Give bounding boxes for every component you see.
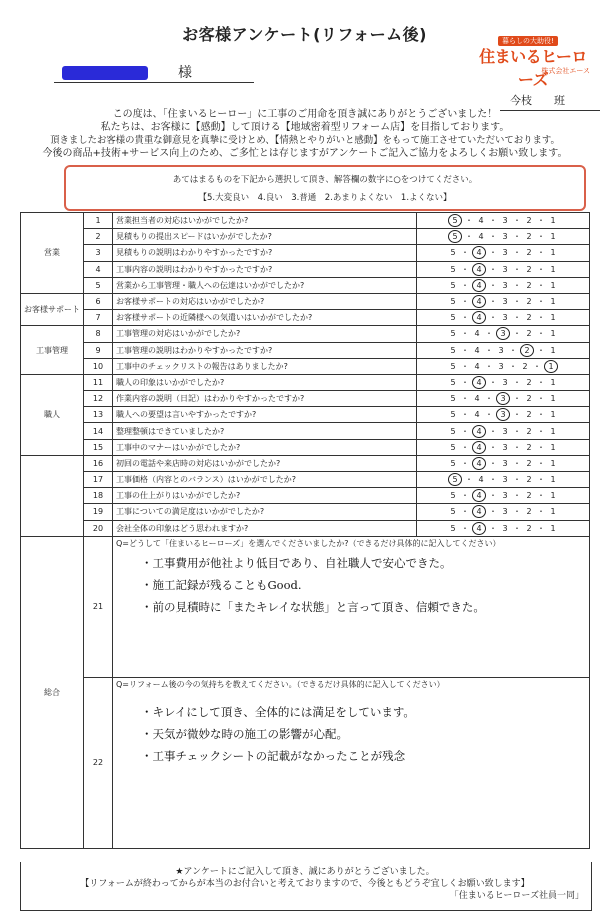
score-5[interactable]: 5 bbox=[450, 313, 456, 323]
score-4[interactable]: 4 bbox=[472, 263, 486, 276]
score-3[interactable]: 3 bbox=[502, 475, 508, 485]
score-4[interactable]: 4 bbox=[474, 361, 480, 371]
category-label: 工事管理 bbox=[21, 326, 84, 375]
score-5[interactable]: 5 bbox=[450, 264, 456, 274]
category-label bbox=[21, 455, 84, 536]
company-logo bbox=[474, 36, 592, 89]
score-1[interactable]: 1 bbox=[550, 475, 556, 485]
score-4[interactable]: 4 bbox=[472, 279, 486, 292]
score-3[interactable]: 3 bbox=[502, 248, 508, 258]
score-1[interactable]: 1 bbox=[550, 329, 556, 339]
footer-signature: 「住まいるヒーローズ社員一同」 bbox=[449, 891, 584, 901]
score-5[interactable]: 5 bbox=[450, 248, 456, 258]
score-4[interactable]: 4 bbox=[474, 329, 480, 339]
score-5[interactable]: 5 bbox=[450, 329, 456, 339]
table-row bbox=[21, 245, 590, 261]
question-number: 10 bbox=[84, 358, 113, 374]
score-4[interactable]: 4 bbox=[472, 311, 486, 324]
score-4[interactable]: 4 bbox=[474, 410, 480, 420]
customer-suffix: 様 bbox=[178, 65, 192, 81]
question-number: 14 bbox=[84, 423, 113, 439]
score-5[interactable]: 5 bbox=[448, 214, 462, 227]
question-text: 工事価格（内容とのバランス）はいかがでしたか? bbox=[113, 472, 417, 488]
score-2[interactable]: 2 bbox=[526, 248, 532, 258]
question-number: 20 bbox=[84, 520, 113, 536]
score-2[interactable]: 2 bbox=[526, 264, 532, 274]
free-question-prompt: Q=どうして「住まいるヒーローズ」を選んでくださいましたか?（できるだけ具体的に記入してください） bbox=[116, 538, 501, 548]
score-3[interactable]: 3 bbox=[502, 426, 508, 436]
score-3[interactable]: 3 bbox=[496, 392, 510, 405]
table-row bbox=[21, 391, 590, 407]
score-1[interactable]: 1 bbox=[550, 458, 556, 468]
score-5[interactable]: 5 bbox=[450, 345, 456, 355]
logo-company: 株式会社エース bbox=[541, 67, 590, 75]
score-3[interactable]: 3 bbox=[502, 280, 508, 290]
intro-line: 今後の商品+技術+サービス向上のため、ご多忙とは存じますがアンケートご記入ご協力をよろしくお願い致します。 bbox=[42, 148, 568, 159]
footer-message: 【リフォームが終わってからが本当のお付合いと考えておりますので、今後ともどうぞ宜しくお願い致します】 bbox=[80, 879, 530, 889]
question-text: 工事管理の対応はいかがでしたか? bbox=[113, 326, 417, 342]
free-response-row bbox=[21, 536, 590, 677]
score-options: 5 ・ 4 ・ 3 ・ 2 ・ 1 bbox=[417, 455, 590, 471]
table-row bbox=[21, 472, 590, 488]
table-row bbox=[21, 488, 590, 504]
score-2[interactable]: 2 bbox=[526, 216, 532, 226]
question-text: お客様サポートの近隣様への気遣いはいかがでしたか? bbox=[113, 310, 417, 326]
score-1[interactable]: 1 bbox=[550, 297, 556, 307]
score-2[interactable]: 2 bbox=[526, 297, 532, 307]
score-4[interactable]: 4 bbox=[472, 505, 486, 518]
score-5[interactable]: 5 bbox=[450, 507, 456, 517]
score-1[interactable]: 1 bbox=[550, 377, 556, 387]
question-number: 2 bbox=[84, 229, 113, 245]
score-2[interactable]: 2 bbox=[526, 475, 532, 485]
score-5[interactable]: 5 bbox=[450, 426, 456, 436]
score-5[interactable]: 5 bbox=[450, 442, 456, 452]
score-options: 5 ・ 4 ・ 3 ・ 2 ・ 1 bbox=[417, 391, 590, 407]
score-3[interactable]: 3 bbox=[502, 442, 508, 452]
question-text: 会社全体の印象はどう思われますか? bbox=[113, 520, 417, 536]
question-text: 職人の印象はいかがでしたか? bbox=[113, 374, 417, 390]
question-number: 21 bbox=[84, 536, 113, 677]
table-row bbox=[21, 277, 590, 293]
question-text: 営業から工事管理・職人への伝達はいかがでしたか? bbox=[113, 277, 417, 293]
score-5[interactable]: 5 bbox=[450, 297, 456, 307]
score-3[interactable]: 3 bbox=[498, 345, 504, 355]
table-row bbox=[21, 293, 590, 309]
question-number: 12 bbox=[84, 391, 113, 407]
free-question-prompt: Q=リフォーム後の今の気持ちを教えてください。（できるだけ具体的に記入してください） bbox=[116, 679, 445, 689]
page-title: お客様アンケート(リフォーム後) bbox=[182, 25, 427, 44]
team-name: 今枝 bbox=[510, 94, 532, 107]
score-2[interactable]: 2 bbox=[526, 491, 532, 501]
score-1[interactable]: 1 bbox=[550, 232, 556, 242]
question-number: 13 bbox=[84, 407, 113, 423]
score-3[interactable]: 3 bbox=[502, 297, 508, 307]
name-underline bbox=[54, 82, 254, 83]
question-number: 19 bbox=[84, 504, 113, 520]
score-1[interactable]: 1 bbox=[550, 248, 556, 258]
score-3[interactable]: 3 bbox=[502, 232, 508, 242]
score-options: 5 ・ 4 ・ 3 ・ 2 ・ 1 bbox=[417, 504, 590, 520]
score-4[interactable]: 4 bbox=[472, 457, 486, 470]
table-row bbox=[21, 504, 590, 520]
score-3[interactable]: 3 bbox=[502, 216, 508, 226]
score-options: 5 ・ 4 ・ 3 ・ 2 ・ 1 bbox=[417, 358, 590, 374]
score-options: 5 ・ 4 ・ 3 ・ 2 ・ 1 bbox=[417, 213, 590, 229]
score-1[interactable]: 1 bbox=[550, 426, 556, 436]
question-number: 16 bbox=[84, 455, 113, 471]
question-text: 工事中のマナーはいかがでしたか? bbox=[113, 439, 417, 455]
score-5[interactable]: 5 bbox=[450, 377, 456, 387]
free-response-cell[interactable] bbox=[113, 536, 590, 677]
question-number: 22 bbox=[84, 677, 113, 848]
intro-line: この度は、「住まいるヒーロー」に工事のご用命を頂き誠にありがとうございました！ bbox=[112, 109, 498, 120]
free-response-row bbox=[21, 677, 590, 848]
score-2[interactable]: 2 bbox=[526, 523, 532, 533]
score-2[interactable]: 2 bbox=[520, 344, 534, 357]
score-4[interactable]: 4 bbox=[472, 441, 486, 454]
score-1[interactable]: 1 bbox=[550, 345, 556, 355]
question-number: 4 bbox=[84, 261, 113, 277]
score-4[interactable]: 4 bbox=[478, 232, 484, 242]
score-2[interactable]: 2 bbox=[526, 394, 532, 404]
score-1[interactable]: 1 bbox=[550, 216, 556, 226]
team-suffix: 班 bbox=[554, 94, 565, 107]
table-row bbox=[21, 358, 590, 374]
question-text: 工事内容の説明はわかりやすかったですか? bbox=[113, 261, 417, 277]
handwritten-answer: ・天気が微妙な時の施工の影響が心配。 bbox=[141, 726, 348, 741]
score-options: 5 ・ 4 ・ 3 ・ 2 ・ 1 bbox=[417, 261, 590, 277]
category-label: 営業 bbox=[21, 213, 84, 294]
score-4[interactable]: 4 bbox=[478, 475, 484, 485]
question-text: 見積もりの提出スピードはいかがでしたか? bbox=[113, 229, 417, 245]
score-3[interactable]: 3 bbox=[502, 491, 508, 501]
score-1[interactable]: 1 bbox=[550, 442, 556, 452]
table-row bbox=[21, 520, 590, 536]
score-1[interactable]: 1 bbox=[550, 491, 556, 501]
score-2[interactable]: 2 bbox=[526, 232, 532, 242]
rating-legend bbox=[64, 165, 586, 211]
intro-text bbox=[30, 108, 580, 160]
category-label: お客様サポート bbox=[21, 293, 84, 325]
score-options: 5 ・ 4 ・ 3 ・ 2 ・ 1 bbox=[417, 407, 590, 423]
score-5[interactable]: 5 bbox=[450, 394, 456, 404]
score-options: 5 ・ 4 ・ 3 ・ 2 ・ 1 bbox=[417, 520, 590, 536]
score-options: 5 ・ 4 ・ 3 ・ 2 ・ 1 bbox=[417, 310, 590, 326]
score-5[interactable]: 5 bbox=[448, 473, 462, 486]
score-1[interactable]: 1 bbox=[544, 360, 558, 373]
table-row bbox=[21, 326, 590, 342]
intro-line: 頂きましたお客様の貴重な御意見を真摯に受けとめ、【情熱とやりがいと感動】をもって施工させていただいております。 bbox=[50, 135, 560, 146]
score-1[interactable]: 1 bbox=[550, 280, 556, 290]
score-options: 5 ・ 4 ・ 3 ・ 2 ・ 1 bbox=[417, 245, 590, 261]
score-options: 5 ・ 4 ・ 3 ・ 2 ・ 1 bbox=[417, 423, 590, 439]
question-number: 9 bbox=[84, 342, 113, 358]
table-row bbox=[21, 213, 590, 229]
score-5[interactable]: 5 bbox=[450, 491, 456, 501]
score-3[interactable]: 3 bbox=[502, 313, 508, 323]
legend-instruction: あてはまるものを下記から選択して頂き、解答欄の数字に○をつけてください。 bbox=[172, 175, 478, 185]
score-1[interactable]: 1 bbox=[550, 523, 556, 533]
score-4[interactable]: 4 bbox=[472, 295, 486, 308]
score-2[interactable]: 2 bbox=[526, 442, 532, 452]
score-3[interactable]: 3 bbox=[502, 458, 508, 468]
score-2[interactable]: 2 bbox=[526, 377, 532, 387]
score-1[interactable]: 1 bbox=[550, 313, 556, 323]
table-row bbox=[21, 374, 590, 390]
score-options: 5 ・ 4 ・ 3 ・ 2 ・ 1 bbox=[417, 229, 590, 245]
score-1[interactable]: 1 bbox=[550, 507, 556, 517]
table-row bbox=[21, 407, 590, 423]
handwritten-answer: ・前の見積時に「またキレイな状態」と言って頂き、信頼できた。 bbox=[141, 599, 485, 614]
table-row bbox=[21, 439, 590, 455]
footer-thanks: ★アンケートにご記入して頂き、誠にありがとうございました。 bbox=[175, 867, 435, 877]
score-1[interactable]: 1 bbox=[550, 264, 556, 274]
logo-brand: 住まいるヒーローズ bbox=[479, 47, 587, 89]
score-4[interactable]: 4 bbox=[472, 489, 486, 502]
score-5[interactable]: 5 bbox=[448, 230, 462, 243]
question-text: 作業内容の説明（日記）はわかりやすかったですか? bbox=[113, 391, 417, 407]
table-row bbox=[21, 229, 590, 245]
table-row bbox=[21, 423, 590, 439]
score-5[interactable]: 5 bbox=[450, 458, 456, 468]
handwritten-answer: ・工事費用が他社より低目であり、自社職人で安心できた。 bbox=[141, 555, 452, 570]
question-number: 17 bbox=[84, 472, 113, 488]
survey-table bbox=[20, 212, 590, 849]
score-options: 5 ・ 4 ・ 3 ・ 2 ・ 1 bbox=[417, 439, 590, 455]
score-5[interactable]: 5 bbox=[450, 361, 456, 371]
score-3[interactable]: 3 bbox=[502, 377, 508, 387]
score-5[interactable]: 5 bbox=[450, 280, 456, 290]
question-number: 7 bbox=[84, 310, 113, 326]
question-number: 8 bbox=[84, 326, 113, 342]
score-2[interactable]: 2 bbox=[526, 507, 532, 517]
question-number: 15 bbox=[84, 439, 113, 455]
redacted-customer-name bbox=[62, 66, 148, 80]
question-text: 工事中のチェックリストの報告はありましたか? bbox=[113, 358, 417, 374]
score-5[interactable]: 5 bbox=[450, 523, 456, 533]
score-3[interactable]: 3 bbox=[502, 264, 508, 274]
question-text: 工事の仕上がりはいかがでしたか? bbox=[113, 488, 417, 504]
question-text: 営業担当者の対応はいかがでしたか? bbox=[113, 213, 417, 229]
score-options: 5 ・ 4 ・ 3 ・ 2 ・ 1 bbox=[417, 488, 590, 504]
question-number: 5 bbox=[84, 277, 113, 293]
table-row bbox=[21, 310, 590, 326]
question-text: 整理整頓はできていましたか? bbox=[113, 423, 417, 439]
logo-tagline: 暮らしの大助役! bbox=[498, 36, 558, 46]
score-5[interactable]: 5 bbox=[450, 410, 456, 420]
footer-box bbox=[20, 862, 592, 911]
score-4[interactable]: 4 bbox=[472, 425, 486, 438]
table-row bbox=[21, 455, 590, 471]
free-response-cell[interactable] bbox=[113, 677, 590, 848]
team-field bbox=[510, 92, 565, 108]
score-4[interactable]: 4 bbox=[474, 345, 480, 355]
intro-line: 私たちは、お客様に【感動】して頂ける【地域密着型リフォーム店】を目指しております。 bbox=[100, 122, 510, 133]
score-options: 5 ・ 4 ・ 3 ・ 2 ・ 1 bbox=[417, 326, 590, 342]
score-options: 5 ・ 4 ・ 3 ・ 2 ・ 1 bbox=[417, 293, 590, 309]
score-options: 5 ・ 4 ・ 3 ・ 2 ・ 1 bbox=[417, 472, 590, 488]
category-label: 総合 bbox=[21, 536, 84, 848]
score-2[interactable]: 2 bbox=[526, 426, 532, 436]
score-3[interactable]: 3 bbox=[498, 361, 504, 371]
question-number: 11 bbox=[84, 374, 113, 390]
score-4[interactable]: 4 bbox=[472, 376, 486, 389]
question-text: 工事管理の説明はわかりやすかったですか? bbox=[113, 342, 417, 358]
score-2[interactable]: 2 bbox=[526, 280, 532, 290]
question-text: 職人への要望は言いやすかったですか? bbox=[113, 407, 417, 423]
question-text: 初回の電話や来店時の対応はいかがでしたか? bbox=[113, 455, 417, 471]
category-label: 職人 bbox=[21, 374, 84, 455]
score-2[interactable]: 2 bbox=[526, 458, 532, 468]
question-text: 工事についての満足度はいかがでしたか? bbox=[113, 504, 417, 520]
question-number: 6 bbox=[84, 293, 113, 309]
score-4[interactable]: 4 bbox=[474, 394, 480, 404]
score-options: 5 ・ 4 ・ 3 ・ 2 ・ 1 bbox=[417, 277, 590, 293]
score-4[interactable]: 4 bbox=[472, 246, 486, 259]
score-options: 5 ・ 4 ・ 3 ・ 2 ・ 1 bbox=[417, 342, 590, 358]
table-row bbox=[21, 261, 590, 277]
score-2[interactable]: 2 bbox=[526, 410, 532, 420]
score-3[interactable]: 3 bbox=[502, 507, 508, 517]
handwritten-answer: ・キレイにして頂き、全体的には満足をしています。 bbox=[141, 704, 415, 719]
question-number: 18 bbox=[84, 488, 113, 504]
score-4[interactable]: 4 bbox=[478, 216, 484, 226]
legend-scale: 【5.大変良い 4.良い 3.普通 2.あまりよくない 1.よくない】 bbox=[198, 193, 452, 203]
score-2[interactable]: 2 bbox=[522, 361, 528, 371]
score-options: 5 ・ 4 ・ 3 ・ 2 ・ 1 bbox=[417, 374, 590, 390]
score-2[interactable]: 2 bbox=[526, 329, 532, 339]
score-1[interactable]: 1 bbox=[550, 410, 556, 420]
score-3[interactable]: 3 bbox=[496, 408, 510, 421]
question-text: 見積もりの説明はわかりやすかったですか? bbox=[113, 245, 417, 261]
question-text: お客様サポートの対応はいかがでしたか? bbox=[113, 293, 417, 309]
question-number: 1 bbox=[84, 213, 113, 229]
score-4[interactable]: 4 bbox=[472, 522, 486, 535]
question-number: 3 bbox=[84, 245, 113, 261]
score-1[interactable]: 1 bbox=[550, 394, 556, 404]
table-row bbox=[21, 342, 590, 358]
score-2[interactable]: 2 bbox=[526, 313, 532, 323]
handwritten-answer: ・工事チェックシートの記載がなかったことが残念 bbox=[141, 748, 406, 763]
score-3[interactable]: 3 bbox=[496, 327, 510, 340]
score-3[interactable]: 3 bbox=[502, 523, 508, 533]
handwritten-answer: ・施工記録が残ることもGood. bbox=[141, 577, 302, 592]
